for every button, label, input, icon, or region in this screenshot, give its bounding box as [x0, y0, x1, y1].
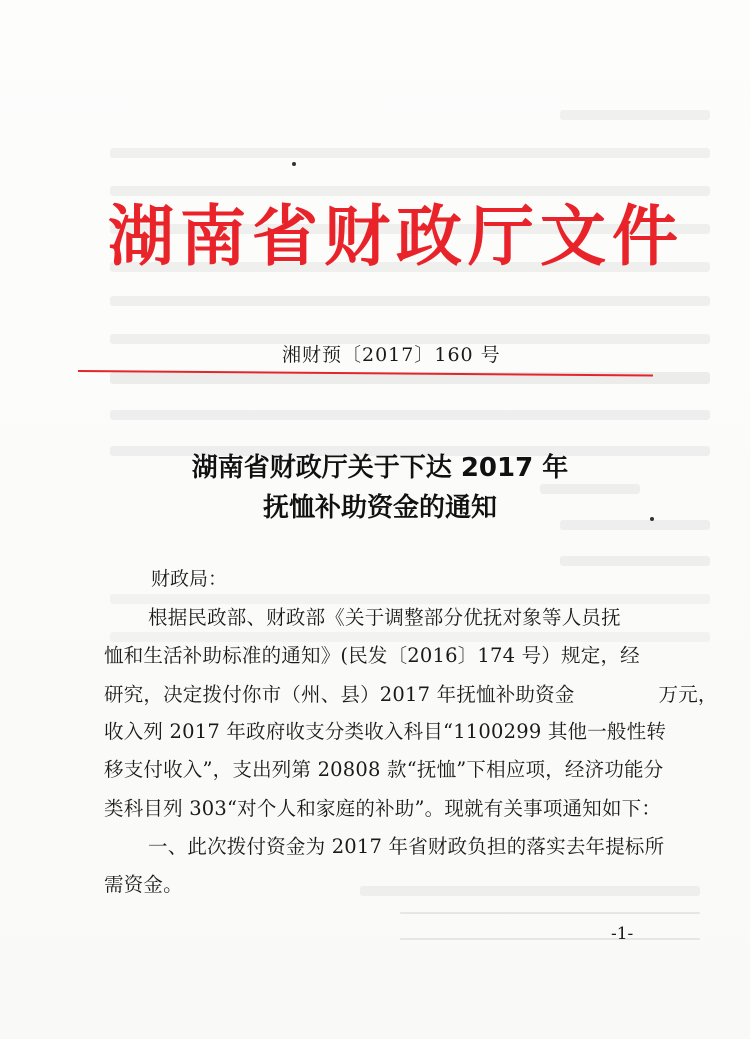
- body-paragraph-line: 收入列 2017 年政府收支分类收入科目“1100299 其他一般性转: [104, 720, 667, 743]
- page-number: -1-: [611, 924, 634, 944]
- paper-speck: [650, 517, 654, 521]
- red-separator-rule: [78, 370, 653, 377]
- document-title-line-1: 湖南省财政厅关于下达 2017 年: [191, 453, 569, 483]
- body-paragraph-line: 根据民政部、财政部《关于调整部分优抚对象等人员抚: [148, 606, 621, 629]
- document-title-line-2: 抚恤补助资金的通知: [262, 493, 497, 523]
- paper-speck: [292, 162, 296, 166]
- body-paragraph-line: 一、此次拨付资金为 2017 年省财政负担的落实去年提标所: [148, 835, 665, 858]
- body-paragraph-line: [104, 679, 718, 707]
- body-paragraph-line: 类科目列 303“对个人和家庭的补助”。现就有关事项通知如下：: [104, 797, 662, 820]
- body-text-segment: 研究，决定拨付你市（州、县）2017 年抚恤补助资金: [104, 683, 575, 706]
- body-text-segment: 万元，: [658, 683, 718, 706]
- salutation: 财政局：: [151, 568, 228, 590]
- document-masthead: 湖南省财政厅文件: [108, 198, 684, 275]
- body-paragraph-line: 恤和生活补助标准的通知》(民发〔2016〕174 号）规定，经: [104, 644, 640, 667]
- body-paragraph-line: 移支付收入”，支出列第 20808 款“抚恤”下相应项，经济功能分: [104, 758, 664, 781]
- body-paragraph-line: 需资金。: [104, 873, 183, 896]
- document-number: 湘财预〔2017〕160 号: [282, 344, 501, 366]
